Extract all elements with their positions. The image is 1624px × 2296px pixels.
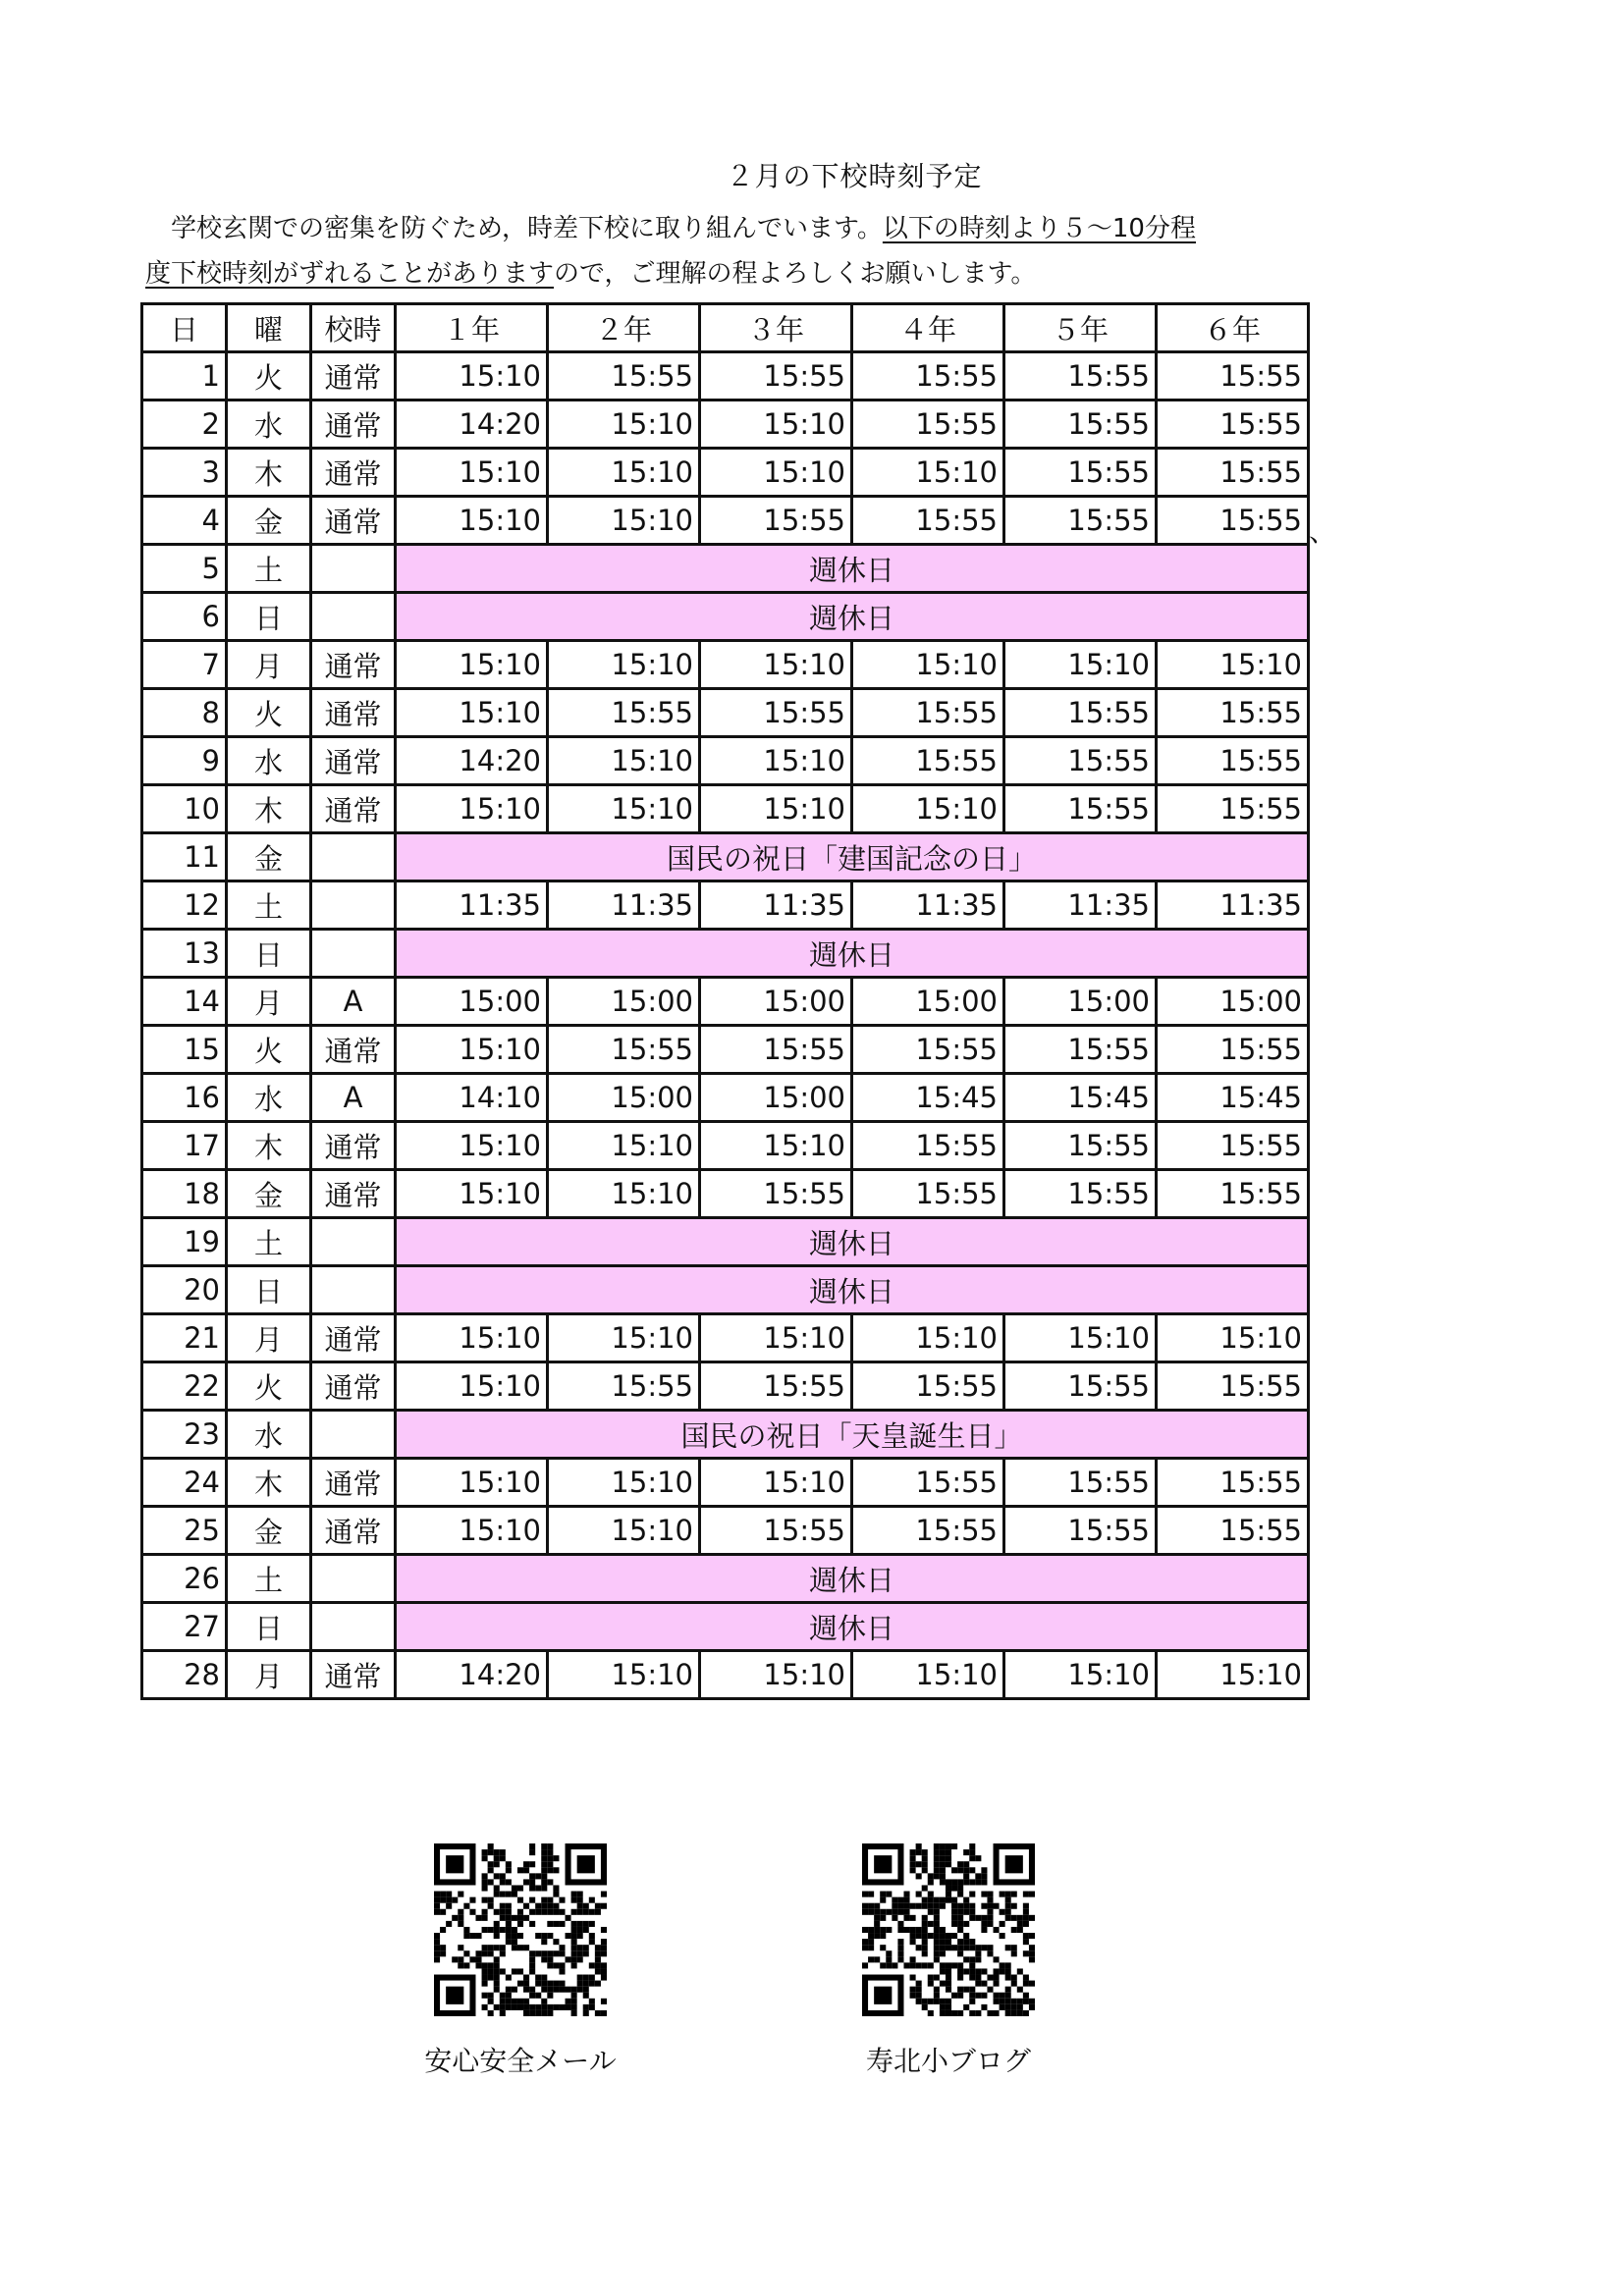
time-cell-grade-4: 15:10 — [852, 641, 1004, 689]
time-cell-grade-2: 15:10 — [548, 641, 700, 689]
table-body — [142, 352, 1309, 1699]
time-cell-grade-2: 15:55 — [548, 689, 700, 737]
time-cell-grade-2: 15:10 — [548, 497, 700, 545]
table-row — [142, 1170, 1309, 1218]
day-cell: 24 — [142, 1459, 227, 1507]
time-cell-grade-6: 15:55 — [1157, 497, 1309, 545]
time-cell-grade-3: 15:55 — [700, 352, 852, 400]
period-cell: 通常 — [311, 785, 396, 833]
time-cell-grade-4: 15:55 — [852, 1170, 1004, 1218]
time-cell-grade-1: 15:10 — [396, 1170, 548, 1218]
time-cell-grade-6: 15:55 — [1157, 352, 1309, 400]
period-cell: 通常 — [311, 1507, 396, 1555]
column-header-day: 日 — [142, 304, 227, 352]
table-row — [142, 1122, 1309, 1170]
time-cell-grade-4: 15:10 — [852, 1651, 1004, 1699]
time-cell-grade-1: 14:20 — [396, 400, 548, 449]
time-cell-grade-5: 15:55 — [1004, 737, 1157, 785]
period-cell — [311, 930, 396, 978]
holiday-cell: 週休日 — [396, 545, 1309, 593]
time-cell-grade-5: 15:55 — [1004, 785, 1157, 833]
period-cell — [311, 1555, 396, 1603]
time-cell-grade-2: 15:10 — [548, 1170, 700, 1218]
period-cell: A — [311, 978, 396, 1026]
qr-label-anshin-mail: 安心安全メール — [424, 2045, 617, 2077]
weekday-cell: 木 — [227, 1459, 311, 1507]
day-cell: 10 — [142, 785, 227, 833]
time-cell-grade-4: 15:55 — [852, 1507, 1004, 1555]
qr-label-blog: 寿北小ブログ — [865, 2045, 1031, 2077]
period-cell — [311, 1218, 396, 1266]
time-cell-grade-2: 15:55 — [548, 1026, 700, 1074]
period-cell: 通常 — [311, 1026, 396, 1074]
day-cell: 26 — [142, 1555, 227, 1603]
time-cell-grade-6: 15:55 — [1157, 785, 1309, 833]
time-cell-grade-1: 15:10 — [396, 689, 548, 737]
time-cell-grade-2: 15:10 — [548, 1459, 700, 1507]
time-cell-grade-2: 11:35 — [548, 881, 700, 930]
period-cell: 通常 — [311, 352, 396, 400]
time-cell-grade-5: 15:10 — [1004, 1651, 1157, 1699]
time-cell-grade-5: 15:55 — [1004, 449, 1157, 497]
holiday-cell: 週休日 — [396, 593, 1309, 641]
day-cell: 22 — [142, 1362, 227, 1411]
table-row — [142, 881, 1309, 930]
table-row — [142, 1411, 1309, 1459]
time-cell-grade-1: 15:10 — [396, 641, 548, 689]
time-cell-grade-6: 15:55 — [1157, 737, 1309, 785]
time-cell-grade-3: 15:00 — [700, 1074, 852, 1122]
time-cell-grade-4: 15:55 — [852, 400, 1004, 449]
qr-code-icon — [434, 1843, 607, 2016]
time-cell-grade-1: 15:10 — [396, 1459, 548, 1507]
period-cell — [311, 881, 396, 930]
day-cell: 23 — [142, 1411, 227, 1459]
day-cell: 14 — [142, 978, 227, 1026]
time-cell-grade-3: 15:10 — [700, 737, 852, 785]
weekday-cell: 月 — [227, 1651, 311, 1699]
time-cell-grade-5: 11:35 — [1004, 881, 1157, 930]
holiday-cell: 週休日 — [396, 1603, 1309, 1651]
time-cell-grade-2: 15:10 — [548, 1507, 700, 1555]
time-cell-grade-4: 15:10 — [852, 1314, 1004, 1362]
period-cell — [311, 833, 396, 881]
time-cell-grade-5: 15:00 — [1004, 978, 1157, 1026]
weekday-cell: 金 — [227, 1170, 311, 1218]
time-cell-grade-3: 15:55 — [700, 497, 852, 545]
time-cell-grade-4: 15:55 — [852, 1459, 1004, 1507]
day-cell: 12 — [142, 881, 227, 930]
time-cell-grade-3: 15:55 — [700, 1362, 852, 1411]
weekday-cell: 木 — [227, 1122, 311, 1170]
table-row — [142, 1362, 1309, 1411]
holiday-cell: 国民の祝日「建国記念の日」 — [396, 833, 1309, 881]
column-header-weekday: 曜 — [227, 304, 311, 352]
time-cell-grade-2: 15:10 — [548, 1122, 700, 1170]
weekday-cell: 木 — [227, 449, 311, 497]
time-cell-grade-3: 15:10 — [700, 641, 852, 689]
time-cell-grade-3: 15:10 — [700, 1122, 852, 1170]
column-header-grade-3: ３年 — [700, 304, 852, 352]
time-cell-grade-4: 15:55 — [852, 1026, 1004, 1074]
day-cell: 17 — [142, 1122, 227, 1170]
weekday-cell: 火 — [227, 1026, 311, 1074]
holiday-cell: 週休日 — [396, 930, 1309, 978]
notice-line-1 — [145, 206, 1324, 251]
time-cell-grade-5: 15:55 — [1004, 497, 1157, 545]
period-cell: 通常 — [311, 1362, 396, 1411]
notice-line-2 — [145, 251, 1324, 296]
weekday-cell: 木 — [227, 785, 311, 833]
time-cell-grade-2: 15:10 — [548, 785, 700, 833]
time-cell-grade-4: 15:45 — [852, 1074, 1004, 1122]
time-cell-grade-6: 15:10 — [1157, 641, 1309, 689]
time-cell-grade-5: 15:55 — [1004, 1026, 1157, 1074]
time-cell-grade-3: 11:35 — [700, 881, 852, 930]
column-header-grade-2: ２年 — [548, 304, 700, 352]
time-cell-grade-1: 15:10 — [396, 1122, 548, 1170]
period-cell: 通常 — [311, 400, 396, 449]
period-cell: 通常 — [311, 449, 396, 497]
time-cell-grade-5: 15:10 — [1004, 1314, 1157, 1362]
weekday-cell: 金 — [227, 497, 311, 545]
day-cell: 2 — [142, 400, 227, 449]
holiday-cell: 週休日 — [396, 1555, 1309, 1603]
time-cell-grade-1: 15:00 — [396, 978, 548, 1026]
time-cell-grade-2: 15:10 — [548, 1314, 700, 1362]
column-header-period: 校時 — [311, 304, 396, 352]
time-cell-grade-5: 15:45 — [1004, 1074, 1157, 1122]
weekday-cell: 水 — [227, 1411, 311, 1459]
day-cell: 4 — [142, 497, 227, 545]
time-cell-grade-4: 15:10 — [852, 785, 1004, 833]
time-cell-grade-1: 14:20 — [396, 737, 548, 785]
table-row — [142, 497, 1309, 545]
time-cell-grade-4: 15:10 — [852, 449, 1004, 497]
time-cell-grade-3: 15:10 — [700, 1459, 852, 1507]
time-cell-grade-5: 15:55 — [1004, 1459, 1157, 1507]
weekday-cell: 日 — [227, 1603, 311, 1651]
table-row — [142, 1603, 1309, 1651]
weekday-cell: 火 — [227, 689, 311, 737]
period-cell: 通常 — [311, 737, 396, 785]
time-cell-grade-2: 15:00 — [548, 1074, 700, 1122]
day-cell: 18 — [142, 1170, 227, 1218]
period-cell — [311, 1266, 396, 1314]
day-cell: 8 — [142, 689, 227, 737]
period-cell — [311, 1411, 396, 1459]
table-row — [142, 1314, 1309, 1362]
time-cell-grade-1: 15:10 — [396, 1507, 548, 1555]
time-cell-grade-1: 15:10 — [396, 449, 548, 497]
day-cell: 5 — [142, 545, 227, 593]
day-cell: 7 — [142, 641, 227, 689]
period-cell: 通常 — [311, 1122, 396, 1170]
weekday-cell: 金 — [227, 1507, 311, 1555]
weekday-cell: 土 — [227, 1555, 311, 1603]
time-cell-grade-3: 15:10 — [700, 449, 852, 497]
time-cell-grade-3: 15:55 — [700, 689, 852, 737]
time-cell-grade-1: 15:10 — [396, 497, 548, 545]
time-cell-grade-5: 15:55 — [1004, 1507, 1157, 1555]
time-cell-grade-5: 15:55 — [1004, 689, 1157, 737]
notice-text: ので，ご理解の程よろしくお願いします。 — [554, 259, 1037, 289]
time-cell-grade-6: 15:00 — [1157, 978, 1309, 1026]
day-cell: 27 — [142, 1603, 227, 1651]
time-cell-grade-3: 15:55 — [700, 1507, 852, 1555]
time-cell-grade-5: 15:55 — [1004, 352, 1157, 400]
period-cell: 通常 — [311, 1651, 396, 1699]
table-row — [142, 1555, 1309, 1603]
time-cell-grade-2: 15:10 — [548, 737, 700, 785]
time-cell-grade-5: 15:10 — [1004, 641, 1157, 689]
weekday-cell: 日 — [227, 930, 311, 978]
time-cell-grade-3: 15:55 — [700, 1170, 852, 1218]
time-cell-grade-6: 15:45 — [1157, 1074, 1309, 1122]
qr-code-blog — [862, 1843, 1035, 2016]
stray-comma-mark: 、 — [1309, 515, 1337, 548]
time-cell-grade-3: 15:10 — [700, 1651, 852, 1699]
time-cell-grade-5: 15:55 — [1004, 1122, 1157, 1170]
time-cell-grade-1: 14:10 — [396, 1074, 548, 1122]
table-row — [142, 689, 1309, 737]
table-row — [142, 1074, 1309, 1122]
day-cell: 25 — [142, 1507, 227, 1555]
table-row — [142, 1218, 1309, 1266]
time-cell-grade-3: 15:55 — [700, 1026, 852, 1074]
table-row — [142, 1507, 1309, 1555]
time-cell-grade-3: 15:10 — [700, 1314, 852, 1362]
period-cell — [311, 545, 396, 593]
time-cell-grade-2: 15:55 — [548, 352, 700, 400]
time-cell-grade-1: 11:35 — [396, 881, 548, 930]
day-cell: 3 — [142, 449, 227, 497]
column-header-grade-5: ５年 — [1004, 304, 1157, 352]
weekday-cell: 水 — [227, 400, 311, 449]
page-title: ２月の下校時刻予定 — [726, 160, 983, 192]
time-cell-grade-1: 15:10 — [396, 1362, 548, 1411]
table-row — [142, 593, 1309, 641]
weekday-cell: 水 — [227, 737, 311, 785]
time-cell-grade-4: 15:55 — [852, 1122, 1004, 1170]
table-row — [142, 737, 1309, 785]
time-cell-grade-6: 15:55 — [1157, 1459, 1309, 1507]
weekday-cell: 日 — [227, 1266, 311, 1314]
time-cell-grade-1: 15:10 — [396, 352, 548, 400]
time-cell-grade-2: 15:10 — [548, 1651, 700, 1699]
weekday-cell: 月 — [227, 978, 311, 1026]
time-cell-grade-1: 14:20 — [396, 1651, 548, 1699]
time-cell-grade-2: 15:55 — [548, 1362, 700, 1411]
table-row — [142, 641, 1309, 689]
table-row — [142, 930, 1309, 978]
period-cell — [311, 593, 396, 641]
table-row — [142, 400, 1309, 449]
time-cell-grade-6: 15:55 — [1157, 449, 1309, 497]
day-cell: 13 — [142, 930, 227, 978]
time-cell-grade-1: 15:10 — [396, 1026, 548, 1074]
time-cell-grade-5: 15:55 — [1004, 400, 1157, 449]
time-cell-grade-6: 15:10 — [1157, 1651, 1309, 1699]
day-cell: 21 — [142, 1314, 227, 1362]
table-row — [142, 1651, 1309, 1699]
weekday-cell: 土 — [227, 881, 311, 930]
table-row — [142, 978, 1309, 1026]
time-cell-grade-4: 15:55 — [852, 352, 1004, 400]
time-cell-grade-5: 15:55 — [1004, 1170, 1157, 1218]
period-cell: A — [311, 1074, 396, 1122]
period-cell — [311, 1603, 396, 1651]
holiday-cell: 週休日 — [396, 1266, 1309, 1314]
time-cell-grade-6: 15:55 — [1157, 689, 1309, 737]
day-cell: 1 — [142, 352, 227, 400]
notice-text: 学校玄関での密集を防ぐため，時差下校に取り組んでいます。 — [145, 214, 883, 243]
time-cell-grade-3: 15:00 — [700, 978, 852, 1026]
time-cell-grade-6: 15:55 — [1157, 1122, 1309, 1170]
weekday-cell: 日 — [227, 593, 311, 641]
column-header-grade-1: １年 — [396, 304, 548, 352]
time-cell-grade-5: 15:55 — [1004, 1362, 1157, 1411]
time-cell-grade-3: 15:10 — [700, 400, 852, 449]
time-cell-grade-6: 15:55 — [1157, 1507, 1309, 1555]
time-cell-grade-4: 11:35 — [852, 881, 1004, 930]
day-cell: 19 — [142, 1218, 227, 1266]
table-row — [142, 352, 1309, 400]
time-cell-grade-4: 15:55 — [852, 689, 1004, 737]
time-cell-grade-2: 15:00 — [548, 978, 700, 1026]
holiday-cell: 週休日 — [396, 1218, 1309, 1266]
weekday-cell: 火 — [227, 1362, 311, 1411]
period-cell: 通常 — [311, 1170, 396, 1218]
time-cell-grade-1: 15:10 — [396, 1314, 548, 1362]
notice-underlined-text: 度下校時刻がずれることがあります — [145, 259, 555, 289]
weekday-cell: 土 — [227, 1218, 311, 1266]
time-cell-grade-3: 15:10 — [700, 785, 852, 833]
time-cell-grade-2: 15:10 — [548, 400, 700, 449]
column-header-grade-6: ６年 — [1157, 304, 1309, 352]
weekday-cell: 月 — [227, 641, 311, 689]
time-cell-grade-4: 15:00 — [852, 978, 1004, 1026]
time-cell-grade-6: 15:10 — [1157, 1314, 1309, 1362]
table-row — [142, 545, 1309, 593]
table-row — [142, 833, 1309, 881]
period-cell: 通常 — [311, 1314, 396, 1362]
qr-code-icon — [862, 1843, 1035, 2016]
table-row — [142, 1266, 1309, 1314]
period-cell: 通常 — [311, 641, 396, 689]
time-cell-grade-2: 15:10 — [548, 449, 700, 497]
day-cell: 16 — [142, 1074, 227, 1122]
holiday-cell: 国民の祝日「天皇誕生日」 — [396, 1411, 1309, 1459]
time-cell-grade-1: 15:10 — [396, 785, 548, 833]
time-cell-grade-6: 15:55 — [1157, 1170, 1309, 1218]
table-row — [142, 449, 1309, 497]
dismissal-schedule-table — [140, 302, 1310, 1700]
table-row — [142, 1026, 1309, 1074]
notice-underlined-text: 以下の時刻より５〜10分程 — [882, 214, 1196, 243]
column-header-grade-4: ４年 — [852, 304, 1004, 352]
table-row — [142, 785, 1309, 833]
period-cell: 通常 — [311, 1459, 396, 1507]
weekday-cell: 月 — [227, 1314, 311, 1362]
weekday-cell: 火 — [227, 352, 311, 400]
time-cell-grade-4: 15:55 — [852, 1362, 1004, 1411]
day-cell: 28 — [142, 1651, 227, 1699]
weekday-cell: 金 — [227, 833, 311, 881]
day-cell: 6 — [142, 593, 227, 641]
time-cell-grade-6: 15:55 — [1157, 1362, 1309, 1411]
qr-code-anshin-mail — [434, 1843, 607, 2016]
period-cell: 通常 — [311, 689, 396, 737]
time-cell-grade-4: 15:55 — [852, 737, 1004, 785]
time-cell-grade-6: 15:55 — [1157, 1026, 1309, 1074]
table-header-row — [142, 304, 1309, 352]
day-cell: 11 — [142, 833, 227, 881]
weekday-cell: 土 — [227, 545, 311, 593]
time-cell-grade-6: 11:35 — [1157, 881, 1309, 930]
period-cell: 通常 — [311, 497, 396, 545]
time-cell-grade-4: 15:55 — [852, 497, 1004, 545]
time-cell-grade-6: 15:55 — [1157, 400, 1309, 449]
day-cell: 15 — [142, 1026, 227, 1074]
table-row — [142, 1459, 1309, 1507]
day-cell: 9 — [142, 737, 227, 785]
weekday-cell: 水 — [227, 1074, 311, 1122]
day-cell: 20 — [142, 1266, 227, 1314]
